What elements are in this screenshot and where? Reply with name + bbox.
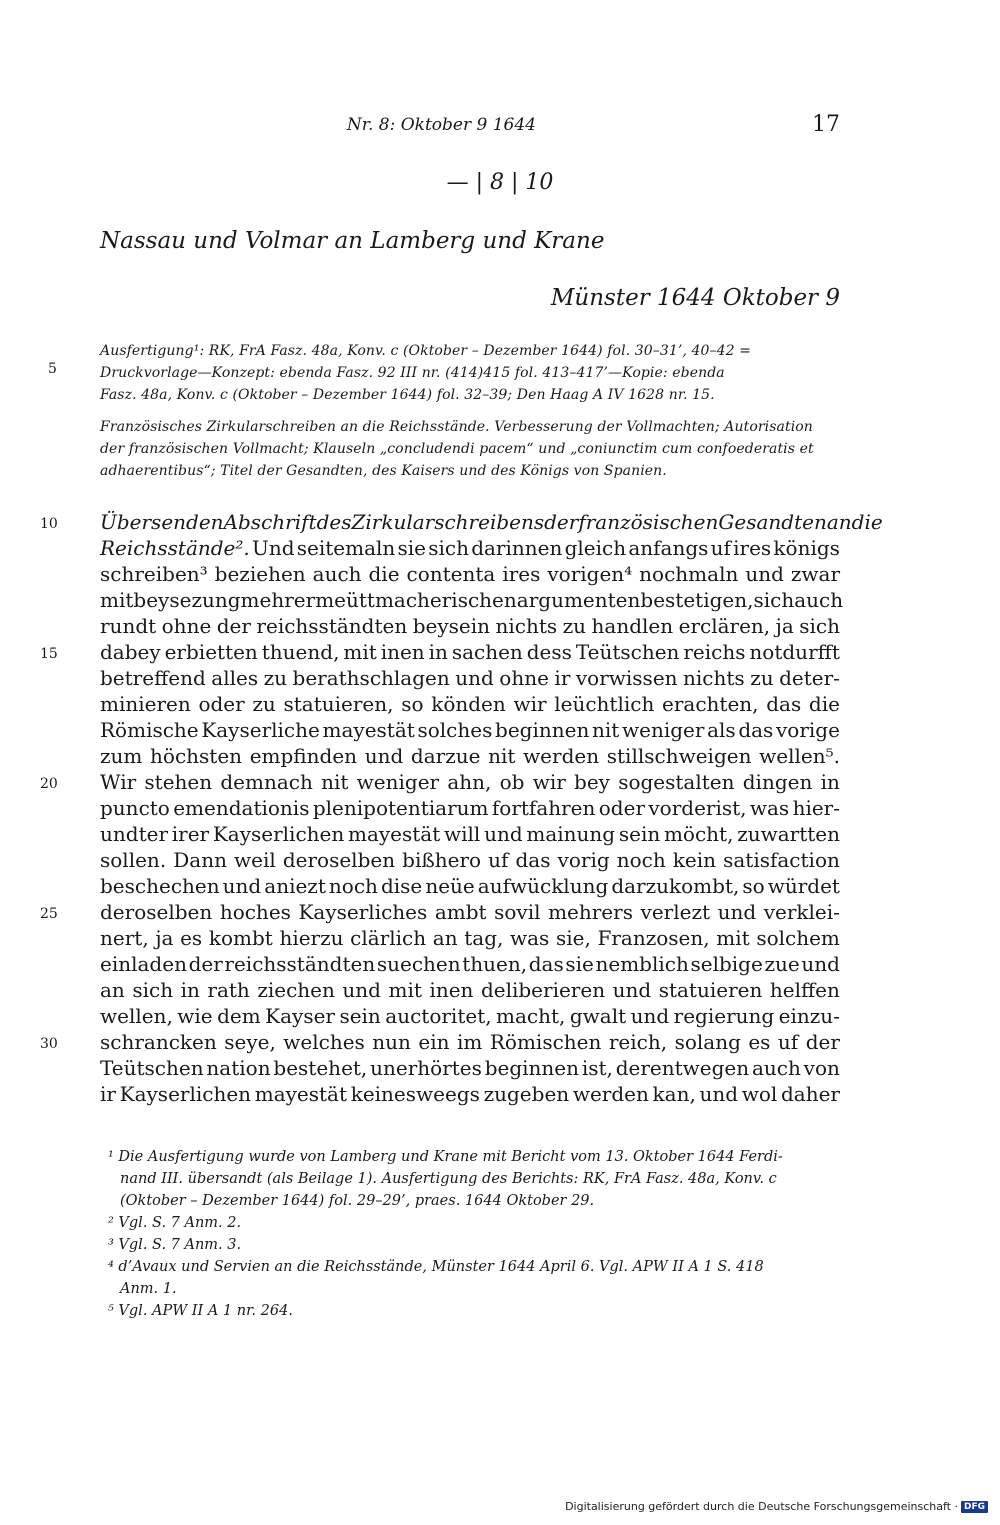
body-line — [100, 665, 840, 691]
body-word: vorige — [775, 718, 840, 742]
body-word: und — [717, 900, 757, 924]
body-word: wie — [177, 1004, 213, 1028]
body-line — [100, 1081, 840, 1107]
body-word: zugeben — [483, 1082, 570, 1106]
body-word: sogestalten — [618, 770, 735, 794]
body-word: an — [100, 978, 125, 1002]
body-word: wir — [532, 770, 566, 794]
body-word: sich — [132, 978, 174, 1002]
body-word: gwalt — [569, 1004, 627, 1028]
body-line — [100, 743, 840, 769]
page-number: 17 — [812, 112, 840, 137]
body-word: ob — [499, 770, 525, 794]
body-line — [100, 717, 840, 743]
body-word: und — [612, 978, 652, 1002]
line-number: 25 — [40, 906, 58, 922]
body-word: uf — [710, 536, 731, 560]
body-word: demnach — [220, 770, 313, 794]
body-word: selbige — [690, 952, 763, 976]
body-word: sie — [397, 536, 427, 560]
body-word: solang — [674, 1030, 741, 1054]
body-line — [100, 795, 840, 821]
body-word: hierzu — [279, 926, 344, 950]
body-word: und — [484, 822, 523, 846]
body-word: deter- — [779, 666, 840, 690]
body-line — [100, 1029, 840, 1055]
body-word: alles — [211, 666, 259, 690]
body-word: nert, — [100, 926, 149, 950]
body-word: nichts — [495, 614, 558, 638]
body-word: ziechen — [257, 978, 335, 1002]
body-word: macht, — [496, 1004, 566, 1028]
body-word: auch — [312, 562, 362, 586]
body-word: und — [699, 1082, 739, 1106]
body-word: ohne — [499, 666, 549, 690]
body-word: wol — [741, 1082, 778, 1106]
body-word: Gesandten — [718, 510, 827, 534]
body-word: schreiben³ — [100, 562, 208, 586]
footnote-1-line: ¹ Die Ausfertigung wurde von Lamberg und Krane mit Bericht vom 13. Oktober 1644 Ferdi- — [108, 1149, 783, 1165]
body-word: beysein — [412, 614, 491, 638]
dfg-logo-icon: DFG — [961, 1501, 988, 1513]
body-word: stillschweigen — [606, 744, 752, 768]
body-word: bißhero — [402, 848, 482, 872]
body-word: und — [630, 1004, 670, 1028]
body-word: als — [707, 718, 736, 742]
body-line — [100, 821, 840, 847]
body-word: mehrers — [548, 900, 633, 924]
body-word: seye, — [224, 1030, 276, 1054]
body-word: minieren — [100, 692, 191, 716]
body-word: anfangs — [628, 536, 709, 560]
body-word: sachen — [451, 640, 523, 664]
body-word: reichs — [683, 640, 746, 664]
body-word: mit — [100, 588, 134, 612]
body-word: helffen — [769, 978, 840, 1002]
body-word: Reichsstände². — [100, 536, 250, 560]
body-word: ir — [100, 1082, 116, 1106]
body-word: kan, — [652, 1082, 696, 1106]
body-word: irer — [171, 822, 210, 846]
body-line — [100, 691, 840, 717]
body-word: noch — [616, 848, 666, 872]
body-word: ist, — [581, 1056, 613, 1080]
body-word: ir — [554, 666, 571, 690]
body-word: nun — [372, 1030, 411, 1054]
body-word: mainung — [526, 822, 616, 846]
body-word: thuen, — [462, 952, 528, 976]
body-word: mit — [343, 640, 377, 664]
line-number: 20 — [40, 776, 58, 792]
body-line — [100, 977, 840, 1003]
body-word: empfinden — [249, 744, 358, 768]
body-word: Kayserlichen — [212, 822, 345, 846]
body-word: betreffend — [100, 666, 206, 690]
body-word: dess — [526, 640, 572, 664]
body-line — [100, 1003, 840, 1029]
body-word: ambt — [434, 900, 487, 924]
body-word: reich, — [608, 1030, 668, 1054]
funding-credit-text: Digitalisierung gefördert durch die Deutsche Forschungsgemeinschaft · — [565, 1500, 958, 1513]
body-word: Teütschen — [100, 1056, 204, 1080]
body-word: verlezt — [640, 900, 711, 924]
body-word: auctoritet, — [385, 1004, 492, 1028]
body-word: weniger — [621, 718, 705, 742]
body-word: statuieren — [658, 978, 763, 1002]
body-word: bey — [574, 770, 610, 794]
body-word: erclären, — [678, 614, 771, 638]
body-word: und — [745, 562, 784, 586]
body-word: französischen — [578, 510, 719, 534]
body-word: meüttmacherischen — [315, 588, 517, 612]
body-line — [100, 587, 844, 613]
body-word: und — [342, 978, 381, 1002]
body-word: erachten, — [662, 692, 759, 716]
body-word: und — [455, 666, 494, 690]
body-word: Kayserlichen — [119, 1082, 252, 1106]
body-word: einladen — [100, 952, 187, 976]
body-word: Römische — [100, 718, 199, 742]
body-word: Übersenden — [100, 510, 224, 534]
body-word: inen — [429, 978, 474, 1002]
body-word: weil — [234, 848, 276, 872]
body-line — [100, 951, 840, 977]
body-word: statuieren, — [283, 692, 394, 716]
body-word: plenipotentiarum — [312, 796, 489, 820]
body-word: sollen. — [100, 848, 167, 872]
body-word: das — [766, 692, 802, 716]
body-word: mit — [388, 978, 422, 1002]
body-word: in — [180, 978, 200, 1002]
body-word: aufwücklung — [477, 874, 609, 898]
body-word: zuwartten — [737, 822, 840, 846]
body-word: wir — [513, 692, 547, 716]
body-word: die — [368, 562, 400, 586]
body-word: beginnen — [484, 1056, 580, 1080]
body-word: sich — [799, 614, 840, 638]
body-word: unerhörtes — [370, 1056, 482, 1080]
body-word: ja — [155, 926, 174, 950]
body-word: deliberieren — [480, 978, 606, 1002]
body-word: die — [851, 510, 883, 534]
body-word: vorig — [557, 848, 610, 872]
regest-line: adhaerentibus“; Titel der Gesandten, des Kaisers und des Königs von Spanien. — [100, 463, 667, 479]
body-word: fortfahren — [491, 796, 596, 820]
body-word: Zirkularschreibens — [351, 510, 545, 534]
body-word: mit — [716, 926, 750, 950]
body-word: beziehen — [214, 562, 306, 586]
body-word: vorderist, — [648, 796, 747, 820]
footnote-1-line: nand III. übersandt (als Beilage 1). Ausfertigung des Berichts: RK, FrA Fasz. 48a, Konv. c — [120, 1171, 777, 1187]
body-word: clärlich — [350, 926, 427, 950]
body-word: im — [457, 1030, 483, 1054]
source-note-line: Ausfertigung¹: RK, FrA Fasz. 48a, Konv. c (Oktober – Dezember 1644) fol. 30–31’, 40–42 = — [100, 343, 752, 359]
body-word: keinesweegs — [350, 1082, 480, 1106]
body-word: dise — [380, 874, 423, 898]
body-word: in — [428, 640, 448, 664]
body-word: handlen — [591, 614, 674, 638]
line-number: 15 — [40, 646, 58, 662]
body-word: mayestät — [347, 822, 441, 846]
body-word: zu — [263, 666, 288, 690]
body-word: dabey — [100, 640, 161, 664]
body-word: solches — [417, 718, 493, 742]
body-word: tag, — [464, 926, 504, 950]
body-word: einzu- — [778, 1004, 840, 1028]
body-line — [100, 925, 840, 951]
body-word: würdet — [767, 874, 840, 898]
body-word: der — [544, 510, 579, 534]
body-word: emendationis — [173, 796, 310, 820]
body-word: schrancken — [100, 1030, 217, 1054]
body-word: in — [820, 770, 840, 794]
footnote-1-line: (Oktober – Dezember 1644) fol. 29–29’, praes. 1644 Oktober 29. — [120, 1193, 595, 1209]
body-word: Und — [251, 536, 295, 560]
body-word: dingen — [742, 770, 813, 794]
body-word: stehen — [144, 770, 213, 794]
body-word: welches — [283, 1030, 365, 1054]
footnote-2: ² Vgl. S. 7 Anm. 2. — [108, 1215, 242, 1231]
body-word: daher — [780, 1082, 840, 1106]
body-word: auch — [751, 1056, 801, 1080]
body-word: darzue — [410, 744, 481, 768]
body-word: oder — [198, 692, 245, 716]
body-word: sovil — [494, 900, 541, 924]
body-word: inen — [380, 640, 425, 664]
body-word: solchem — [756, 926, 840, 950]
body-word: zwar — [790, 562, 840, 586]
body-word: contenta — [406, 562, 496, 586]
body-word: wellen, — [100, 1004, 173, 1028]
body-word: argumenten — [516, 588, 641, 612]
body-word: will — [444, 822, 481, 846]
line-number: 10 — [40, 516, 58, 532]
body-word: Teütschen — [575, 640, 680, 664]
body-line — [100, 509, 883, 535]
body-word: Kayser — [265, 1004, 335, 1028]
body-word: Franzosen, — [597, 926, 710, 950]
body-word: so — [742, 874, 765, 898]
body-word: deroselben — [282, 848, 396, 872]
body-word: werden — [572, 1082, 649, 1106]
body-word: sein — [618, 822, 661, 846]
body-word: sie — [565, 952, 594, 976]
regest-line: Französisches Zirkularschreiben an die Reichsstände. Verbesserung der Vollmachten; Autorisation — [100, 419, 813, 435]
body-word: kein — [672, 848, 717, 872]
body-word: sein — [339, 1004, 381, 1028]
body-line — [100, 613, 840, 639]
body-word: so — [401, 692, 424, 716]
line-number: 30 — [40, 1036, 58, 1052]
body-line — [100, 639, 840, 665]
body-word: möcht, — [663, 822, 734, 846]
body-word: und — [222, 874, 262, 898]
body-word: Kayserliche — [201, 718, 320, 742]
body-word: nichts — [683, 666, 745, 690]
body-word: dem — [217, 1004, 261, 1028]
body-word: und — [801, 952, 840, 976]
body-word: sich — [428, 536, 469, 560]
body-word: Römischen — [489, 1030, 602, 1054]
body-word: verklei- — [763, 900, 840, 924]
body-word: rundt — [100, 614, 157, 638]
body-word: rath — [207, 978, 250, 1002]
body-word: ahn, — [447, 770, 492, 794]
body-word: nit — [488, 744, 516, 768]
footnote-4-line: Anm. 1. — [120, 1281, 177, 1297]
body-word: seitemaln — [296, 536, 396, 560]
body-word: darinnen — [471, 536, 563, 560]
body-word: nemblich — [595, 952, 689, 976]
body-word: an — [432, 926, 458, 950]
body-word: und — [364, 744, 404, 768]
body-word: puncto — [100, 796, 170, 820]
body-line — [100, 769, 840, 795]
body-word: ires — [733, 536, 772, 560]
body-word: zum — [100, 744, 143, 768]
body-line — [100, 1055, 840, 1081]
body-word: uf — [488, 848, 509, 872]
body-word: höchsten — [150, 744, 243, 768]
body-word: mayestät — [254, 1082, 348, 1106]
body-word: was — [510, 926, 550, 950]
body-word: Abschrift — [223, 510, 317, 534]
footnote-4-line: ⁴ d’Avaux und Servien an die Reichsstände, Münster 1644 April 6. Vgl. APW II A 1 S. 418 — [108, 1259, 764, 1275]
footnote-5: ⁵ Vgl. APW II A 1 nr. 264. — [108, 1303, 293, 1319]
body-word: der — [216, 614, 251, 638]
body-word: beysezung — [133, 588, 241, 612]
body-word: von — [803, 1056, 840, 1080]
body-word: auch — [794, 588, 844, 612]
body-word: Wir — [100, 770, 137, 794]
body-word: leüchtlich — [554, 692, 655, 716]
body-word: bestetigen, — [640, 588, 754, 612]
body-word: beginnen — [495, 718, 590, 742]
body-word: hier- — [792, 796, 840, 820]
body-word: werden — [523, 744, 600, 768]
body-word: deroselben — [100, 900, 213, 924]
document-place-date: Münster 1644 Oktober 9 — [550, 285, 840, 311]
regest-line: der französischen Vollmacht; Klauseln „concludendi pacem“ und „coniunctim cum confoederatis et — [100, 441, 814, 457]
body-word: hoches — [219, 900, 291, 924]
body-word: weniger — [356, 770, 440, 794]
body-word: das — [528, 952, 564, 976]
body-line — [100, 847, 840, 873]
body-word: suechen — [376, 952, 461, 976]
body-word: der — [188, 952, 223, 976]
body-word: oder — [598, 796, 646, 820]
body-word: neüe — [425, 874, 475, 898]
body-word: das — [515, 848, 551, 872]
body-word: nation — [206, 1056, 271, 1080]
body-word: gleich — [564, 536, 627, 560]
body-word: notdurfft — [749, 640, 840, 664]
body-word: nit — [592, 718, 620, 742]
body-word: an — [826, 510, 852, 534]
body-word: es — [748, 1030, 771, 1054]
body-word: ja — [775, 614, 794, 638]
body-word: was — [749, 796, 790, 820]
document-title: Nassau und Volmar an Lamberg und Krane — [100, 228, 605, 254]
funding-credit — [565, 1500, 988, 1513]
body-word: es — [180, 926, 203, 950]
body-word: satisfaction — [723, 848, 840, 872]
body-word: nochmaln — [639, 562, 739, 586]
body-word: bestehet, — [273, 1056, 368, 1080]
document-number: — | 8 | 10 — [446, 170, 554, 195]
body-word: undter — [100, 822, 168, 846]
body-word: derentwegen — [615, 1056, 750, 1080]
body-word: reichsständten — [224, 952, 376, 976]
body-word: vorigen⁴ — [547, 562, 633, 586]
line-number: 5 — [48, 361, 57, 377]
body-word: kombt — [208, 926, 273, 950]
body-word: berathschlagen — [292, 666, 450, 690]
body-word: reichsständten — [256, 614, 408, 638]
source-note-line: Druckvorlage—Konzept: ebenda Fasz. 92 III nr. (414)415 fol. 413–417’—Kopie: ebenda — [100, 365, 725, 381]
body-word: die — [808, 692, 840, 716]
body-word: sich — [753, 588, 795, 612]
body-word: darzukombt, — [611, 874, 740, 898]
body-line — [100, 899, 840, 925]
body-word: vorwissen — [575, 666, 678, 690]
body-word: aniezt — [264, 874, 326, 898]
body-word: zu — [562, 614, 587, 638]
body-word: das — [738, 718, 774, 742]
body-line — [100, 873, 840, 899]
body-word: könden — [431, 692, 506, 716]
body-word: noch — [328, 874, 378, 898]
body-word: wellen⁵. — [759, 744, 840, 768]
body-word: beschechen — [100, 874, 220, 898]
body-word: uf — [777, 1030, 799, 1054]
source-note-line: Fasz. 48a, Konv. c (Oktober – Dezember 1644) fol. 32–39; Den Haag A IV 1628 nr. 15. — [100, 387, 715, 403]
body-word: königs — [773, 536, 840, 560]
body-word: erbietten — [164, 640, 258, 664]
body-word: sie, — [555, 926, 591, 950]
body-line — [100, 561, 840, 587]
running-title: Nr. 8: Oktober 9 1644 — [346, 115, 536, 135]
body-word: Dann — [173, 848, 227, 872]
body-word: des — [316, 510, 352, 534]
body-word: ohne — [161, 614, 212, 638]
body-word: zue — [764, 952, 800, 976]
body-word: Kayserliches — [298, 900, 428, 924]
body-line — [100, 535, 840, 561]
body-word: der — [805, 1030, 840, 1054]
body-word: ires — [502, 562, 541, 586]
body-word: mayestät — [322, 718, 415, 742]
body-word: zu — [252, 692, 276, 716]
footnote-3: ³ Vgl. S. 7 Anm. 3. — [108, 1237, 242, 1253]
body-word: mehrer — [240, 588, 316, 612]
body-word: regierung — [673, 1004, 775, 1028]
body-word: ein — [418, 1030, 450, 1054]
body-word: thuend, — [261, 640, 340, 664]
body-word: zu — [750, 666, 774, 690]
body-word: nit — [321, 770, 349, 794]
